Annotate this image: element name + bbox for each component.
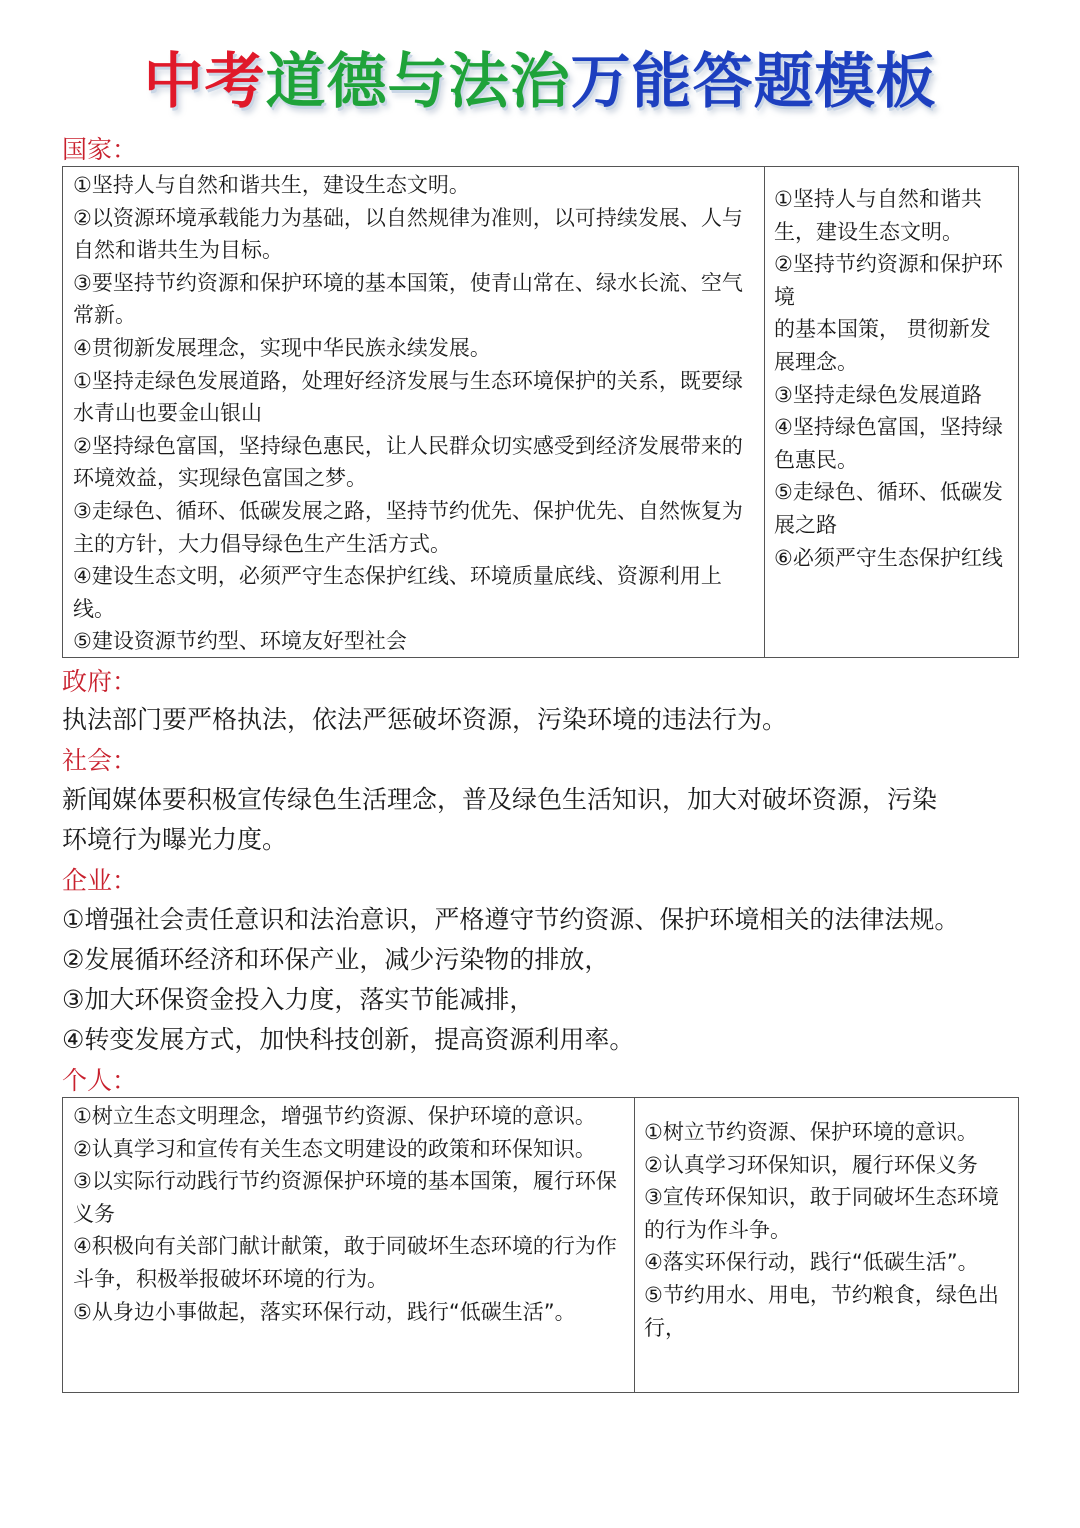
government-text — [62, 700, 787, 740]
list-item: ③以实际行动践行节约资源保护环境的基本国策，履行环保义务 — [73, 1169, 617, 1226]
list-item: ⑤建设资源节约型、环境友好型社会 — [73, 629, 407, 654]
list-item: ④建设生态文明，必须严守生态保护红线、环境质量底线、资源利用上线。 — [73, 564, 722, 621]
heading-society: 社会： — [62, 746, 138, 775]
heading-country: 国家： — [62, 135, 138, 164]
paragraph-line: ①增强社会责任意识和法治意识，严格遵守节约资源、保护环境相关的法律法规。 — [62, 905, 960, 934]
country-table — [62, 166, 1019, 658]
list-item: ④落实环保行动，践行“低碳生活”。 — [644, 1250, 979, 1275]
paragraph-line: ④转变发展方式，加快科技创新，提高资源利用率。 — [62, 1025, 635, 1054]
table-divider — [764, 167, 765, 657]
list-item: ④坚持绿色富国，坚持绿色惠民。 — [774, 415, 1003, 472]
list-item: ②坚持节约资源和保护环境 — [774, 252, 1003, 309]
list-item: ③宣传环保知识，敢于同破坏生态环境的行为作斗争。 — [644, 1185, 999, 1242]
list-item: ⑤从身边小事做起，落实环保行动，践行“低碳生活”。 — [73, 1299, 576, 1324]
list-item: ②以资源环境承载能力为基础，以自然规律为准则，以可持续发展、人与自然和谐共生为目标。 — [73, 205, 743, 263]
individual-left-cell — [73, 1100, 627, 1328]
list-item: ②认真学习环保知识，履行环保义务 — [644, 1152, 978, 1177]
paragraph-line: ②发展循环经济和环保产业，减少污染物的排放， — [62, 945, 610, 974]
list-item: ②认真学习和宣传有关生态文明建设的政策和环保知识。 — [73, 1136, 596, 1161]
list-item: ⑤走绿色、循环、低碳发展之路 — [774, 480, 1003, 537]
country-left-cell — [73, 169, 757, 658]
heading-government: 政府： — [62, 667, 138, 696]
page-title — [0, 42, 1080, 122]
list-item: ①树立生态文明理念，增强节约资源、保护环境的意识。 — [73, 1104, 596, 1128]
country-right-cell — [774, 183, 1008, 574]
list-item: ①坚持人与自然和谐共生，建设生态文明。 — [774, 187, 982, 244]
list-item: ①树立节约资源、保护环境的意识。 — [644, 1120, 978, 1144]
list-item: ③坚持走绿色发展道路 — [774, 382, 982, 407]
table-divider — [634, 1098, 635, 1392]
list-item: ③走绿色、循环、低碳发展之路，坚持节约优先、保护优先、自然恢复为主的方针，大力倡导绿色生产生活方式。 — [73, 498, 743, 556]
paragraph-line: 执法部门要严格执法，依法严惩破坏资源，污染环境的违法行为。 — [62, 705, 788, 734]
title-part-2: 道德与法治 — [265, 47, 571, 117]
society-text — [62, 780, 937, 860]
list-item: ①坚持走绿色发展道路，处理好经济发展与生态环境保护的关系，既要绿水青山也要金山银山 — [73, 368, 743, 426]
individual-table — [62, 1097, 1019, 1393]
list-item: ⑥必须严守生态保护红线 — [774, 545, 1003, 570]
list-item: 的基本国策， 贯彻新发展理念。 — [774, 317, 991, 374]
paragraph-line: 新闻媒体要积极宣传绿色生活理念，普及绿色生活知识，加大对破坏资源，污染 — [62, 785, 938, 814]
heading-enterprise: 企业： — [62, 866, 138, 895]
title-part-1: 中考 — [143, 47, 266, 117]
paragraph-line: ③加大环保资金投入力度，落实节能减排， — [62, 985, 535, 1014]
list-item: ②坚持绿色富国，坚持绿色惠民，让人民群众切实感受到经济发展带来的环境效益，实现绿色富国之梦。 — [73, 433, 743, 491]
paragraph-line: 环境行为曝光力度。 — [62, 825, 288, 854]
list-item: ③要坚持节约资源和保护环境的基本国策，使青山常在、绿水长流、空气常新。 — [73, 270, 743, 328]
title-part-3: 万能答题模板 — [570, 47, 937, 117]
individual-right-cell — [644, 1116, 1008, 1344]
list-item: ①坚持人与自然和谐共生，建设生态文明。 — [73, 173, 470, 197]
list-item: ⑤节约用水、用电，节约粮食，绿色出行， — [644, 1282, 999, 1340]
heading-individual: 个人： — [62, 1066, 138, 1095]
list-item: ④积极向有关部门献计献策，敢于同破坏生态环境的行为作斗争，积极举报破坏环境的行为。 — [73, 1234, 617, 1291]
enterprise-text — [62, 900, 959, 1060]
list-item: ④贯彻新发展理念，实现中华民族永续发展。 — [73, 335, 491, 360]
